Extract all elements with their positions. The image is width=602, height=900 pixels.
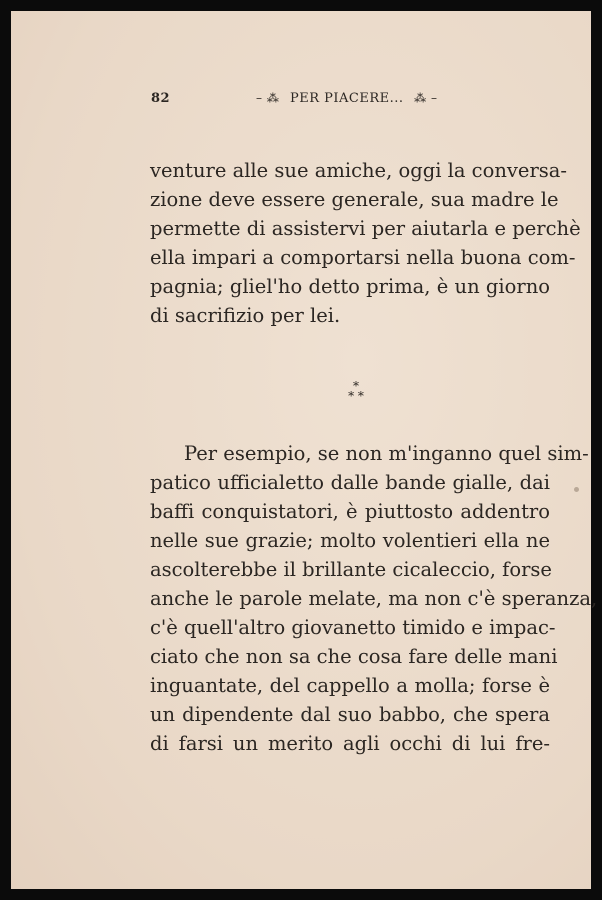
text-line: ciato che non sa che cosa fare delle mani [150,645,558,668]
paragraph-continued [150,156,581,330]
paragraph-new [150,439,598,758]
text-line: c'è quell'altro giovanetto timido e impac- [150,616,556,639]
text-line: di farsi un merito agli occhi di lui fre- [150,732,550,755]
text-line: un dipendente dal suo babbo, che spera [150,703,550,726]
page-number: 82 [151,91,171,106]
text-line: pagnia; gliel'ho detto prima, è un giorno [150,275,550,298]
text-line: Per esempio, se non m'inganno quel sim- [184,442,589,465]
text-line: venture alle sue amiche, oggi la conversa- [150,159,568,182]
running-header [11,91,591,111]
paper-blemish [574,487,579,492]
text-line: baffi conquistatori, è piuttosto addentro [150,500,550,523]
running-title [256,91,437,106]
ornament-right-icon: ⁂ – [414,91,438,105]
asterism-bottom: * * [348,389,364,403]
text-line: inguantate, del cappello a molla; forse è [150,674,550,697]
text-line: patico ufficialetto dalle bande gialle, dai [150,471,550,494]
text-line: permette di assistervi per aiutarla e perchè [150,217,581,240]
text-line: di sacrifizio per lei. [150,304,341,327]
asterism-top: * [353,379,359,393]
text-line: ella impari a comportarsi nella buona com- [150,246,576,269]
running-title-text: PER PIACERE... [289,91,404,106]
section-separator-icon [341,381,371,401]
ornament-left-icon: – ⁂ [256,91,280,105]
text-line: zione deve essere generale, sua madre le [150,188,559,211]
book-page [11,11,598,889]
text-line: nelle sue grazie; molto volentieri ella ne [150,529,550,552]
text-line: anche le parole melate, ma non c'è speranza, [150,587,598,610]
text-line: ascolterebbe il brillante cicaleccio, forse [150,558,552,581]
